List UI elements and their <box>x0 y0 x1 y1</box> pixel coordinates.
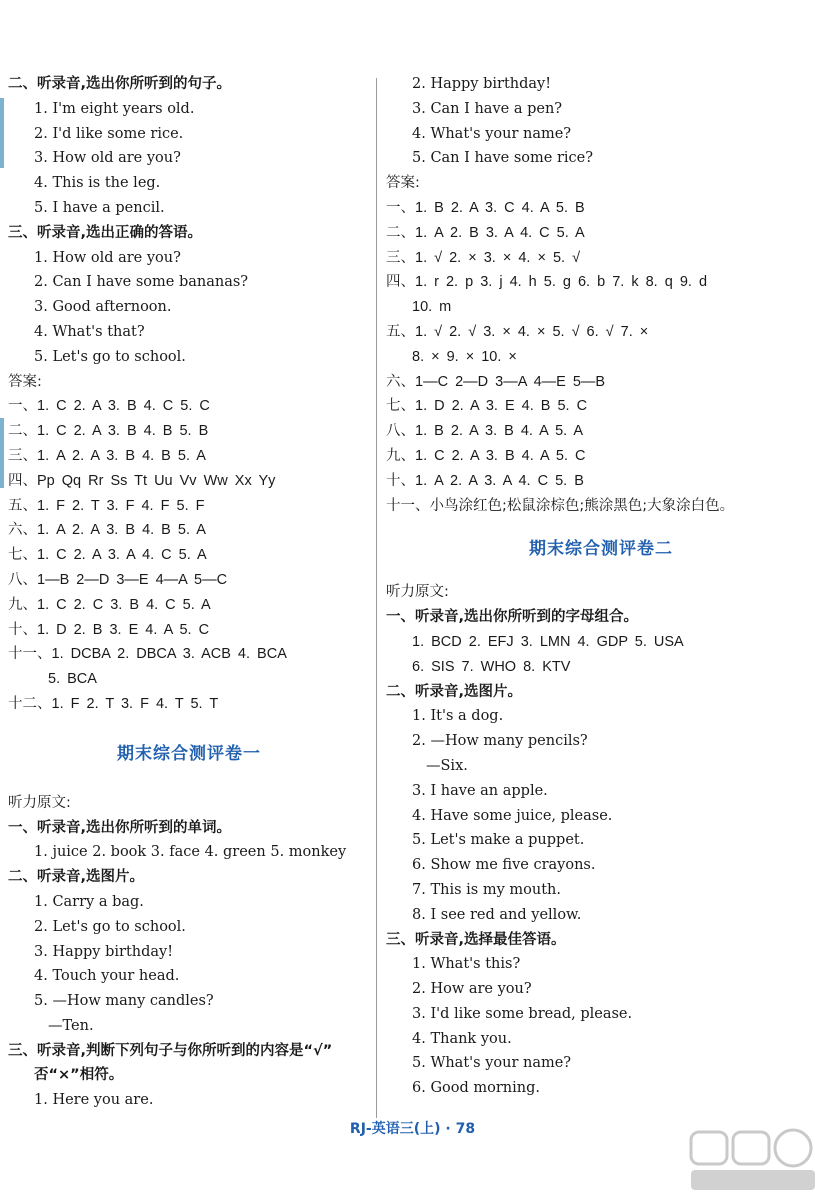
edge-mark <box>0 98 4 168</box>
answer-line: 二、1. A 2. B 3. A 4. C 5. A <box>386 224 585 241</box>
section-title: 期末综合测评卷一 <box>117 743 261 764</box>
text-line: —Ten. <box>48 1017 94 1034</box>
answer-line: 十、1. D 2. B 3. E 4. A 5. C <box>8 621 210 638</box>
right-column <box>386 72 816 1101</box>
text-line: 3. Happy birthday! <box>34 943 174 960</box>
answer-line: 七、1. C 2. A 3. A 4. C 5. A <box>8 547 207 564</box>
question-heading: 二、听录音,选图片。 <box>8 869 145 886</box>
question-heading: 三、听录音,判断下列句子与你所听到的内容是“√” <box>8 1042 333 1059</box>
question-heading: 二、听录音,选出你所听到的句子。 <box>8 76 232 92</box>
watermark-logo <box>687 1128 819 1194</box>
text-line: 3. Good afternoon. <box>34 299 172 316</box>
text-line: 1. Here you are. <box>34 1092 154 1109</box>
text-line: 1. I'm eight years old. <box>34 100 195 117</box>
text-line: 8. I see red and yellow. <box>412 906 582 923</box>
answer-line: 十一、1. DCBA 2. DBCA 3. ACB 4. BCA <box>8 646 287 663</box>
text-line: 5. —How many candles? <box>34 993 214 1010</box>
question-heading: 二、听录音,选图片。 <box>386 683 523 700</box>
edge-mark <box>0 418 4 488</box>
text-line: 5. Let's make a puppet. <box>412 832 585 849</box>
text-line: 6. Show me five crayons. <box>412 857 596 874</box>
answer-line: 十、1. A 2. A 3. A 4. C 5. B <box>386 472 584 489</box>
text-line: 3. I have an apple. <box>412 782 548 799</box>
text-line: 5. Let's go to school. <box>34 348 186 365</box>
text-line: 3. I'd like some bread, please. <box>412 1005 633 1022</box>
text-line: 4. Have some juice, please. <box>412 807 613 824</box>
text-line: 4. What's that? <box>34 323 145 340</box>
text-line: 7. This is my mouth. <box>412 881 561 898</box>
question-heading: 一、听录音,选出你所听到的单词。 <box>8 819 232 836</box>
left-column <box>8 72 370 1113</box>
text-line: 4. This is the leg. <box>34 175 161 192</box>
answer-line: 一、1. B 2. A 3. C 4. A 5. B <box>386 199 585 216</box>
page-footer: RJ-英语三(上) · 78 <box>349 1121 476 1137</box>
answer-line: 二、1. C 2. A 3. B 4. B 5. B <box>8 423 209 440</box>
question-heading: 三、听录音,选出正确的答语。 <box>8 224 203 241</box>
answer-line: 四、1. r 2. p 3. j 4. h 5. g 6. b 7. k 8. q 9. d <box>386 274 708 291</box>
spacer <box>8 717 370 729</box>
answer-line: 六、1. A 2. A 3. B 4. B 5. A <box>8 522 206 539</box>
text-line: 5. What's your name? <box>412 1055 572 1072</box>
answer-line: 四、Pp Qq Rr Ss Tt Uu Vv Ww Xx Yy <box>8 472 276 489</box>
text-line: 2. How are you? <box>412 981 532 998</box>
section-title: 期末综合测评卷二 <box>529 539 673 560</box>
text-line: 答案: <box>8 373 42 390</box>
answer-line: 10. m <box>412 299 452 316</box>
text-line: 听力原文: <box>386 584 449 601</box>
text-line: 6. Good morning. <box>412 1080 540 1097</box>
answer-line: 五、1. √ 2. √ 3. × 4. × 5. √ 6. √ 7. × <box>386 323 649 340</box>
text-line: 4. What's your name? <box>412 125 572 142</box>
answer-line: 六、1—C 2—D 3—A 4—E 5—B <box>386 373 606 390</box>
answer-line: 九、1. C 2. C 3. B 4. C 5. A <box>8 596 211 613</box>
answer-line: 五、1. F 2. T 3. F 4. F 5. F <box>8 497 205 514</box>
answer-line: 八、1. B 2. A 3. B 4. A 5. A <box>386 423 584 440</box>
text-line: 5. I have a pencil. <box>34 199 165 216</box>
text-line: 2. Can I have some bananas? <box>34 274 249 291</box>
text-line: 2. I'd like some rice. <box>34 125 184 142</box>
question-heading: 一、听录音,选出你所听到的字母组合。 <box>386 609 639 626</box>
text-line: 1. Carry a bag. <box>34 893 144 910</box>
text-line: 1. juice 2. book 3. face 4. green 5. monkey <box>34 844 347 861</box>
text-line: 2. Happy birthday! <box>412 76 552 92</box>
answer-line: 一、1. C 2. A 3. B 4. C 5. C <box>8 398 210 415</box>
spacer <box>8 779 370 791</box>
question-heading: 三、听录音,选择最佳答语。 <box>386 931 566 948</box>
answer-line: 三、1. √ 2. × 3. × 4. × 5. √ <box>386 249 581 266</box>
answer-line: 6. SIS 7. WHO 8. KTV <box>412 658 571 675</box>
text-line: 2. Let's go to school. <box>34 918 186 935</box>
text-line: 4. Thank you. <box>412 1030 512 1047</box>
text-line: 3. Can I have a pen? <box>412 100 563 117</box>
text-line: —Six. <box>426 757 468 774</box>
answer-line: 九、1. C 2. A 3. B 4. A 5. C <box>386 447 586 464</box>
text-line: 4. Touch your head. <box>34 968 180 985</box>
text-line: 答案: <box>386 175 420 192</box>
answer-line: 七、1. D 2. A 3. E 4. B 5. C <box>386 398 588 415</box>
text-line: 3. How old are you? <box>34 150 181 167</box>
answer-line: 1. BCD 2. EFJ 3. LMN 4. GDP 5. USA <box>412 633 684 650</box>
answer-line: 8. × 9. × 10. × <box>412 348 517 365</box>
question-heading: 否“×”相符。 <box>34 1067 124 1084</box>
text-line: 1. How old are you? <box>34 249 181 266</box>
answer-line: 十二、1. F 2. T 3. F 4. T 5. T <box>8 695 219 712</box>
answer-line: 八、1—B 2—D 3—E 4—A 5—C <box>8 571 228 588</box>
text-line: 1. It's a dog. <box>412 708 504 725</box>
text-line: 1. What's this? <box>412 956 521 973</box>
answer-line: 5. BCA <box>48 671 97 688</box>
text-line: 5. Can I have some rice? <box>412 150 593 167</box>
text-line: 2. —How many pencils? <box>412 733 588 750</box>
answer-line: 三、1. A 2. A 3. B 4. B 5. A <box>8 447 206 464</box>
text-line: 十一、小鸟涂红色;松鼠涂棕色;熊涂黑色;大象涂白色。 <box>386 497 735 514</box>
column-divider <box>376 78 377 1118</box>
text-line: 听力原文: <box>8 794 71 811</box>
